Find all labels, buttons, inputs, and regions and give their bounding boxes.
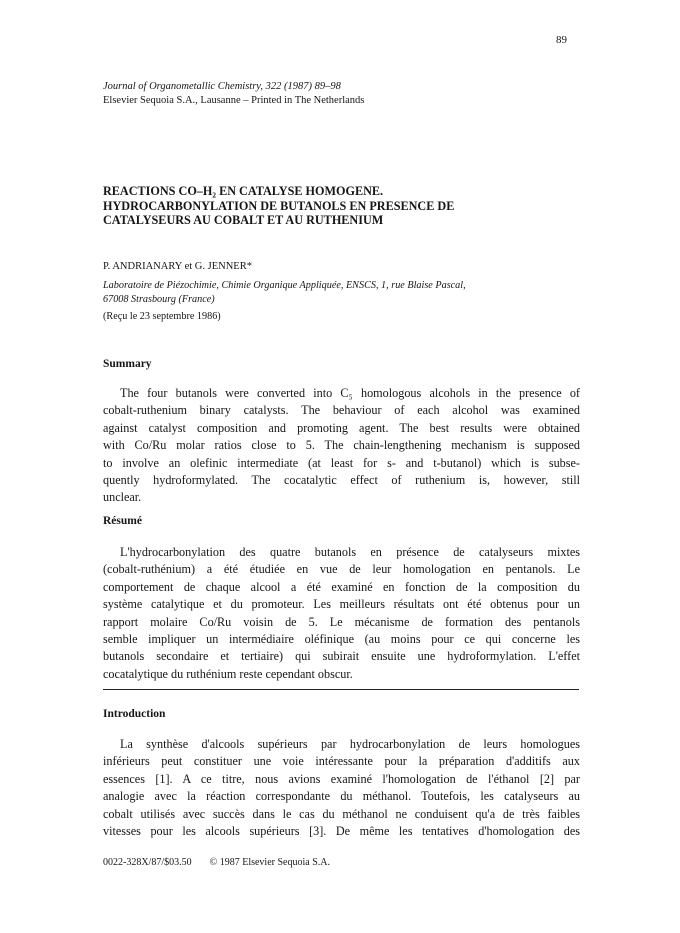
page-number: 89 <box>556 34 567 46</box>
text-line: comportement de chaque alcool a été examiné en fonction de la composition du <box>103 579 580 594</box>
affiliation <box>103 279 583 307</box>
issn-code: 0022-328X/87/$03.50 <box>103 857 192 868</box>
resume-paragraph <box>103 544 580 683</box>
title-line: REACTIONS CO–H₂ EN CATALYSE HOMOGENE. <box>103 184 384 198</box>
journal-header <box>103 80 583 108</box>
text-line: système catalytique et du promoteur. Les meilleurs résultats ont été obtenus pour un <box>103 597 580 612</box>
text-line: The four butanols were converted into C₅ homologous alcohols in the presence of <box>120 386 580 400</box>
footer <box>103 857 330 868</box>
resume-heading: Résumé <box>103 515 142 527</box>
text-line: butanols secondaire et tertiaire) qui subirait ensuite une hydroformylation. L'effet <box>103 649 580 664</box>
text-line: analogie avec la réaction correspondante du méthanol. Toutefois, les catalyseurs au <box>103 789 580 804</box>
journal-citation: Journal of Organometallic Chemistry, 322 (1987) 89–98 <box>103 81 341 92</box>
section-divider <box>103 689 579 690</box>
text-line: against catalyst composition and promoting agent. The best results were obtained <box>103 420 580 435</box>
text-line: cocatalytique du ruthénium reste cependant obscur. <box>103 666 353 681</box>
summary-heading: Summary <box>103 358 152 370</box>
affiliation-line: 67008 Strasbourg (France) <box>103 294 215 305</box>
introduction-paragraph <box>103 736 580 840</box>
article-title <box>103 184 583 228</box>
text-line: quently hydroformylated. The cocatalytic effect of ruthenium is, however, still <box>103 472 580 487</box>
text-line: vitesses pour les alcools supérieurs [3]. De même les tentatives d'homologation des <box>103 823 580 838</box>
copyright: © 1987 Elsevier Sequoia S.A. <box>209 857 330 868</box>
summary-paragraph <box>103 385 580 507</box>
title-line: CATALYSEURS AU COBALT ET AU RUTHENIUM <box>103 213 384 227</box>
introduction-heading: Introduction <box>103 708 166 720</box>
text-line: cobalt utilisés avec succès dans le cas du méthanol ne conduisent qu'a de très faibles <box>103 806 580 821</box>
text-line: semble impliquer un intermédiaire oléfinique (au moins pour ce qui concerne les <box>103 631 580 646</box>
text-line: La synthèse d'alcools supérieurs par hydrocarbonylation de leurs homologues <box>120 737 580 751</box>
text-line: unclear. <box>103 490 142 505</box>
journal-publisher: Elsevier Sequoia S.A., Lausanne – Printed in The Netherlands <box>103 95 365 106</box>
text-line: inférieurs peut constituer une voie intéressante pour la préparation d'additifs aux <box>103 754 580 769</box>
title-line: HYDROCARBONYLATION DE BUTANOLS EN PRESENCE DE <box>103 198 455 213</box>
text-line: rapport molaire Co/Ru voisin de 5. Le mécanisme de formation des pentanols <box>103 614 580 629</box>
affiliation-line: Laboratoire de Piézochimie, Chimie Organique Appliquée, ENSCS, 1, rue Blaise Pascal, <box>103 280 466 291</box>
received-date: (Reçu le 23 septembre 1986) <box>103 311 221 322</box>
text-line: essences [1]. A ce titre, nous avions examiné l'homologation de l'éthanol [2] par <box>103 771 580 786</box>
text-line: (cobalt-ruthénium) a été étudiée en vue de leur homologation en pentanols. Le <box>103 562 580 577</box>
text-line: with Co/Ru molar ratios close to 5. The chain-lengthening mechanism is supposed <box>103 438 580 453</box>
text-line: L'hydrocarbonylation des quatre butanols en présence de catalyseurs mixtes <box>120 545 580 559</box>
authors: P. ANDRIANARY et G. JENNER* <box>103 261 252 272</box>
text-line: cobalt-ruthenium binary catalysts. The behaviour of each alcohol was examined <box>103 403 580 418</box>
text-line: to involve an olefinic intermediate (at least for s- and t-butanol) which is subse- <box>103 455 580 470</box>
